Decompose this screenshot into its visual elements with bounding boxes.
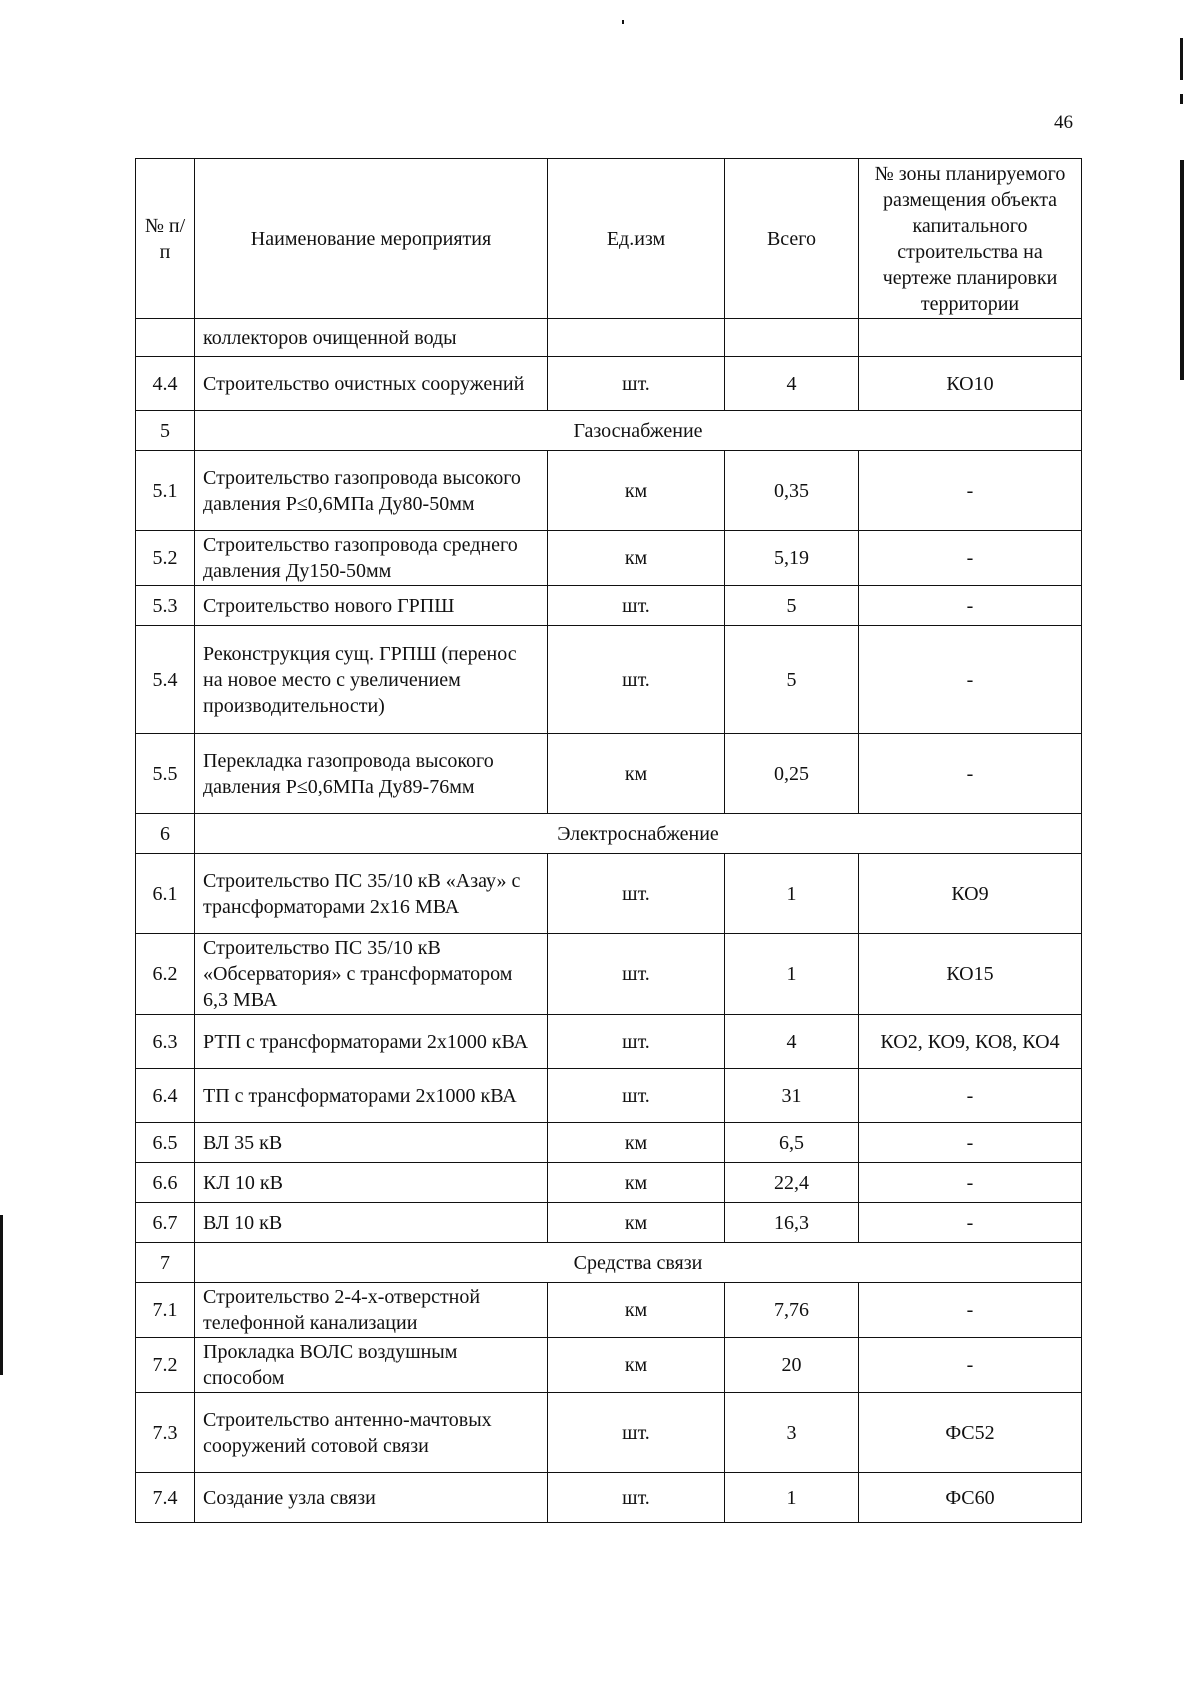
cell-zone: КО2, КО9, КО8, КО4 [859, 1015, 1082, 1069]
cell-name: Перекладка газопровода высокого давления Р≤0,6МПа Ду89-76мм [195, 734, 548, 814]
cell-total: 6,5 [725, 1123, 859, 1163]
cell-total: 5,19 [725, 531, 859, 586]
cell-name: Строительство антенно-мачтовых сооружений сотовой связи [195, 1393, 548, 1473]
cell-num: 6.6 [136, 1163, 195, 1203]
cell-num: 5.5 [136, 734, 195, 814]
table-row [136, 854, 1082, 934]
cell-num: 5.1 [136, 451, 195, 531]
table-row [136, 451, 1082, 531]
cell-total: 31 [725, 1069, 859, 1123]
cell-total: 4 [725, 357, 859, 411]
cell-num: 7.1 [136, 1283, 195, 1338]
cell-num: 7.2 [136, 1338, 195, 1393]
cell-zone: КО9 [859, 854, 1082, 934]
scan-mark-left [0, 1215, 3, 1375]
cell-num [136, 319, 195, 357]
cell-total: 0,25 [725, 734, 859, 814]
table-row [136, 1283, 1082, 1338]
cell-unit: шт. [548, 1393, 725, 1473]
cell-unit: шт. [548, 934, 725, 1015]
cell-total [725, 319, 859, 357]
cell-num: 6.3 [136, 1015, 195, 1069]
cell-zone: - [859, 1203, 1082, 1243]
table-row [136, 626, 1082, 734]
cell-zone: - [859, 531, 1082, 586]
cell-zone: - [859, 1163, 1082, 1203]
cell-total: 4 [725, 1015, 859, 1069]
cell-total: 22,4 [725, 1163, 859, 1203]
table-row [136, 1393, 1082, 1473]
cell-unit: км [548, 734, 725, 814]
section-title: Средства связи [195, 1243, 1082, 1283]
cell-total: 1 [725, 1473, 859, 1523]
cell-unit: шт. [548, 626, 725, 734]
cell-unit: шт. [548, 1069, 725, 1123]
cell-zone: КО15 [859, 934, 1082, 1015]
section-num: 7 [136, 1243, 195, 1283]
cell-zone: - [859, 1338, 1082, 1393]
cell-total: 20 [725, 1338, 859, 1393]
cell-total: 1 [725, 934, 859, 1015]
cell-name: ТП с трансформаторами 2х1000 кВА [195, 1069, 548, 1123]
measures-table [135, 158, 1082, 1523]
cell-unit: шт. [548, 1473, 725, 1523]
cell-num: 6.5 [136, 1123, 195, 1163]
cell-unit: шт. [548, 586, 725, 626]
cell-name: Строительство очистных сооружений [195, 357, 548, 411]
cell-name: Реконструкция сущ. ГРПШ (перенос на новое место с увеличением производительности) [195, 626, 548, 734]
table-row [136, 1203, 1082, 1243]
section-title: Электроснабжение [195, 814, 1082, 854]
section-title: Газоснабжение [195, 411, 1082, 451]
section-row [136, 1243, 1082, 1283]
table-row [136, 531, 1082, 586]
table-row [136, 1015, 1082, 1069]
cell-unit: шт. [548, 854, 725, 934]
cell-name: Строительство нового ГРПШ [195, 586, 548, 626]
cell-name: ВЛ 10 кВ [195, 1203, 548, 1243]
cell-num: 5.3 [136, 586, 195, 626]
table-body [136, 319, 1082, 1523]
cell-num: 5.2 [136, 531, 195, 586]
cell-name: коллекторов очищенной воды [195, 319, 548, 357]
table-row [136, 1473, 1082, 1523]
page-number: 46 [1054, 112, 1073, 133]
header-num: № п/п [136, 159, 195, 319]
cell-unit: км [548, 451, 725, 531]
header-unit: Ед.изм [548, 159, 725, 319]
cell-total: 7,76 [725, 1283, 859, 1338]
cell-name: Строительство газопровода высокого давления Р≤0,6МПа Ду80-50мм [195, 451, 548, 531]
cell-name: ВЛ 35 кВ [195, 1123, 548, 1163]
cell-name: РТП с трансформаторами 2х1000 кВА [195, 1015, 548, 1069]
table-row [136, 1069, 1082, 1123]
cell-name: Строительство ПС 35/10 кВ «Обсерватория» с трансформатором 6,3 МВА [195, 934, 548, 1015]
table-row [136, 934, 1082, 1015]
cell-unit: шт. [548, 1015, 725, 1069]
cell-num: 5.4 [136, 626, 195, 734]
cell-zone: - [859, 1283, 1082, 1338]
cell-num: 6.4 [136, 1069, 195, 1123]
section-row [136, 411, 1082, 451]
cell-zone: - [859, 1123, 1082, 1163]
cell-num: 7.4 [136, 1473, 195, 1523]
table-row [136, 357, 1082, 411]
cell-name: Строительство ПС 35/10 кВ «Азау» с трансформаторами 2х16 МВА [195, 854, 548, 934]
header-zone: № зоны планируемого размещения объекта капитального строительства на чертеже планировки территории [859, 159, 1082, 319]
cell-unit [548, 319, 725, 357]
cell-name: КЛ 10 кВ [195, 1163, 548, 1203]
table-row [136, 1338, 1082, 1393]
cell-num: 6.7 [136, 1203, 195, 1243]
section-row [136, 814, 1082, 854]
cell-unit: км [548, 1338, 725, 1393]
section-num: 6 [136, 814, 195, 854]
cell-zone: КО10 [859, 357, 1082, 411]
table-row [136, 1123, 1082, 1163]
cell-unit: км [548, 1283, 725, 1338]
cell-total: 0,35 [725, 451, 859, 531]
cell-zone [859, 319, 1082, 357]
table-row [136, 734, 1082, 814]
cell-unit: км [548, 1123, 725, 1163]
cell-total: 5 [725, 626, 859, 734]
cell-num: 4.4 [136, 357, 195, 411]
cell-zone: - [859, 1069, 1082, 1123]
cell-num: 6.2 [136, 934, 195, 1015]
cell-zone: ФС60 [859, 1473, 1082, 1523]
scan-mark-top [622, 20, 624, 24]
cell-total: 1 [725, 854, 859, 934]
cell-zone: - [859, 586, 1082, 626]
table-row [136, 586, 1082, 626]
cell-unit: км [548, 1203, 725, 1243]
cell-name: Создание узла связи [195, 1473, 548, 1523]
cell-unit: шт. [548, 357, 725, 411]
cell-total: 3 [725, 1393, 859, 1473]
header-total: Всего [725, 159, 859, 319]
header-name: Наименование мероприятия [195, 159, 548, 319]
section-num: 5 [136, 411, 195, 451]
table-row [136, 1163, 1082, 1203]
cell-total: 16,3 [725, 1203, 859, 1243]
cell-num: 6.1 [136, 854, 195, 934]
cell-total: 5 [725, 586, 859, 626]
scan-mark-right-3 [1180, 160, 1184, 380]
table-row [136, 319, 1082, 357]
cell-name: Строительство газопровода среднего давления Ду150-50мм [195, 531, 548, 586]
cell-name: Прокладка ВОЛС воздушным способом [195, 1338, 548, 1393]
cell-zone: - [859, 451, 1082, 531]
cell-num: 7.3 [136, 1393, 195, 1473]
cell-zone: - [859, 626, 1082, 734]
cell-zone: ФС52 [859, 1393, 1082, 1473]
scan-mark-right-2 [1180, 94, 1183, 104]
scan-mark-right-1 [1180, 38, 1183, 80]
cell-name: Строительство 2-4-х-отверстной телефонной канализации [195, 1283, 548, 1338]
cell-zone: - [859, 734, 1082, 814]
table-header-row [136, 159, 1082, 319]
cell-unit: км [548, 531, 725, 586]
cell-unit: км [548, 1163, 725, 1203]
